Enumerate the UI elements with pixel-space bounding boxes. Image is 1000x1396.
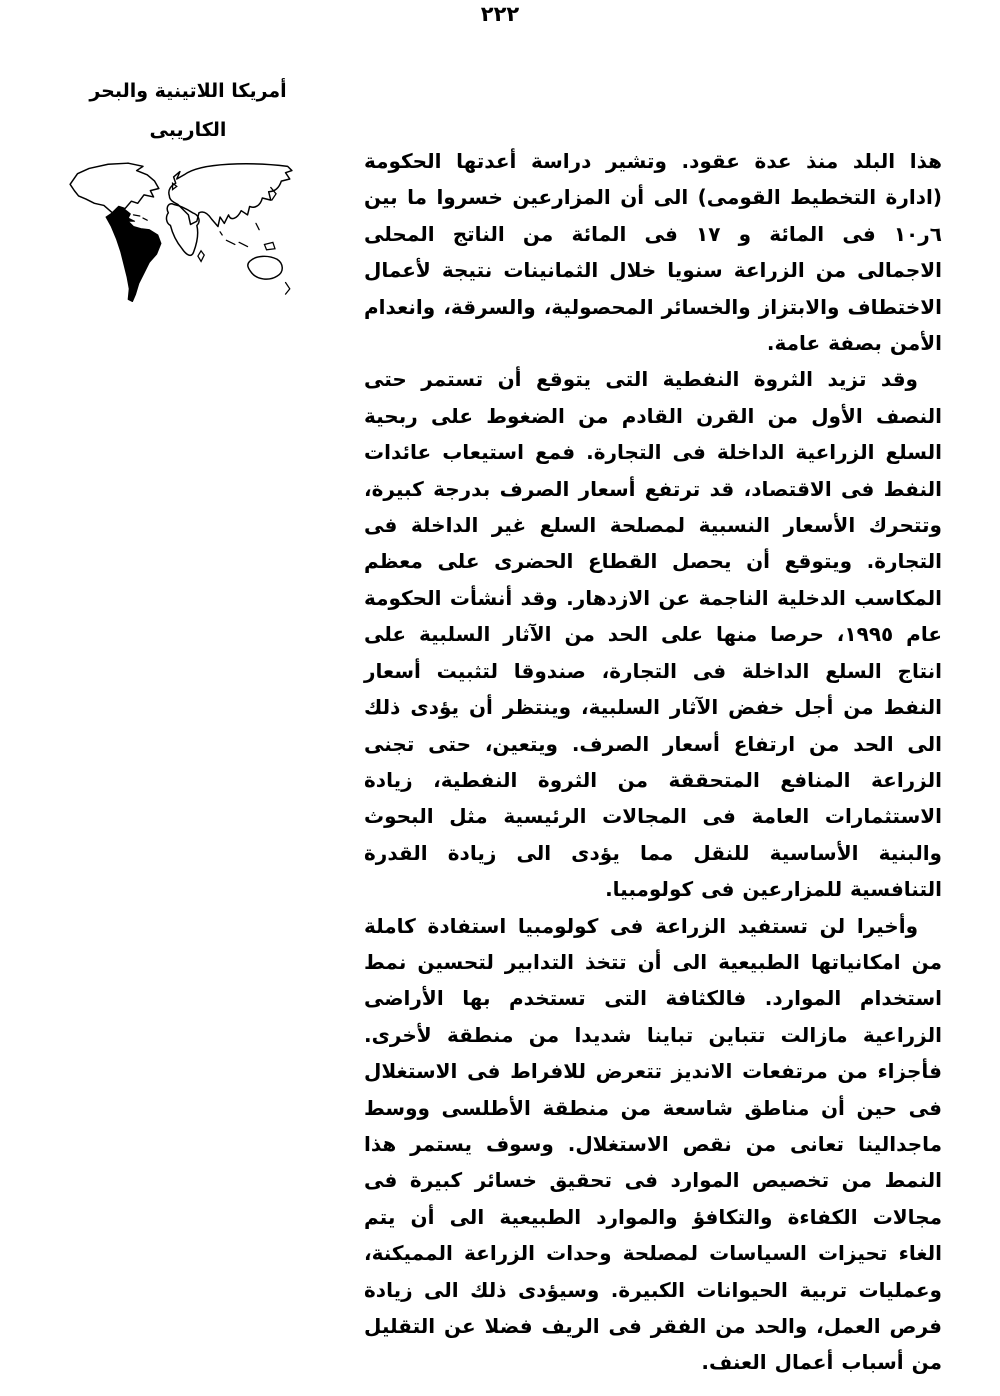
world-map-svg (68, 160, 294, 308)
region-label-line2: الكاريبى (149, 119, 227, 141)
paragraph-1: هذا البلد منذ عدة عقود. وتشير دراسة أعدتها الحكومة (ادارة التخطيط القومى) الى أن المزارعين خسروا ما بين ٦ر١٠ فى المائة و ١٧ فى المائة من الناتج المحلى الاجمالى من الزراعة سنويا خلال الثمانينات نتيجة لأعمال الاختطاف والابتزاز والخسائر المحصولية، والسرقة، وانعدام الأمن بصفة عامة. (364, 149, 942, 356)
map-latin-america-highlight (106, 206, 161, 301)
world-map-icon (68, 160, 294, 308)
page-number: ٢٢٢ (480, 2, 520, 26)
article-body (364, 143, 942, 1381)
paragraph-3: وأخيرا لن تستفيد الزراعة فى كولومبيا استفادة كاملة من امكانياتها الطبيعية الى أن تتخذ التدابير لتحسين نمط استخدام الموارد. فالكثافة التى تستخدم بها الأراضى الزراعية مازالت تتباين تباينا شديدا من منطقة لأخرى. فأجزاء من مرتفعات الانديز تتعرض للافراط فى الاستغلال فى حين أن مناطق شاسعة من منطقة الأطلسى ووسط ماجدالينا تعانى من نقص الاستغلال. وسوف يستمر هذا النمط من تخصيص الموارد فى تحقيق خسائر كبيرة فى مجالات الكفاءة والتكافؤ والموارد الطبيعية الى أن يتم الغاء تحيزات السياسات لمصلحة وحدات الزراعة المميكنة، وعمليات تربية الحيوانات الكبيرة. وسيؤدى ذلك الى زيادة فرص العمل، والحد من الفقر فى الريف فضلا عن التقليل من أسباب أعمال العنف. (364, 913, 942, 1375)
region-label (62, 72, 314, 150)
map-africa (166, 204, 199, 256)
paragraph-2: وقد تزيد الثروة النفطية التى يتوقع أن تستمر حتى النصف الأول من القرن القادم من الضغوط على ربحية السلع الزراعية الداخلة فى التجارة. فمع استيعاب عائدات النفط فى الاقتصاد، قد ترتفع أسعار الصرف بدرجة كبيرة، وتتحرك الأسعار النسبية لمصلحة السلع غير الداخلة فى التجارة. ويتوقع أن يحصل القطاع الحضرى على معظم المكاسب الدخلية الناجمة عن الازدهار. وقد أنشأت الحكومة عام ١٩٩٥، حرصا منها على الحد من الآثار السلبية على انتاج السلع الداخلة فى التجارة، صندوقا لتثبيت أسعار النفط من أجل خفض الآثار السلبية، وينتظر أن يؤدى ذلك الى الحد من ارتفاع أسعار الصرف. ويتعين، حتى تجنى الزراعة المنافع المتحققة من الثروة النفطية، زيادة الاستثمارات العامة فى المجالات الرئيسية مثل البحوث والبنية الأساسية للنقل مما يؤدى الى زيادة القدرة التنافسية للمزارعين فى كولومبيا. (364, 367, 942, 902)
map-caribbean-islands (133, 215, 147, 220)
map-north-america (70, 163, 159, 213)
map-eurasia (169, 164, 292, 227)
region-sidebar (62, 72, 314, 308)
region-label-line1: أمريكا اللاتينية والبحر (89, 80, 287, 102)
map-australia (248, 256, 282, 279)
map-islands (173, 183, 290, 294)
